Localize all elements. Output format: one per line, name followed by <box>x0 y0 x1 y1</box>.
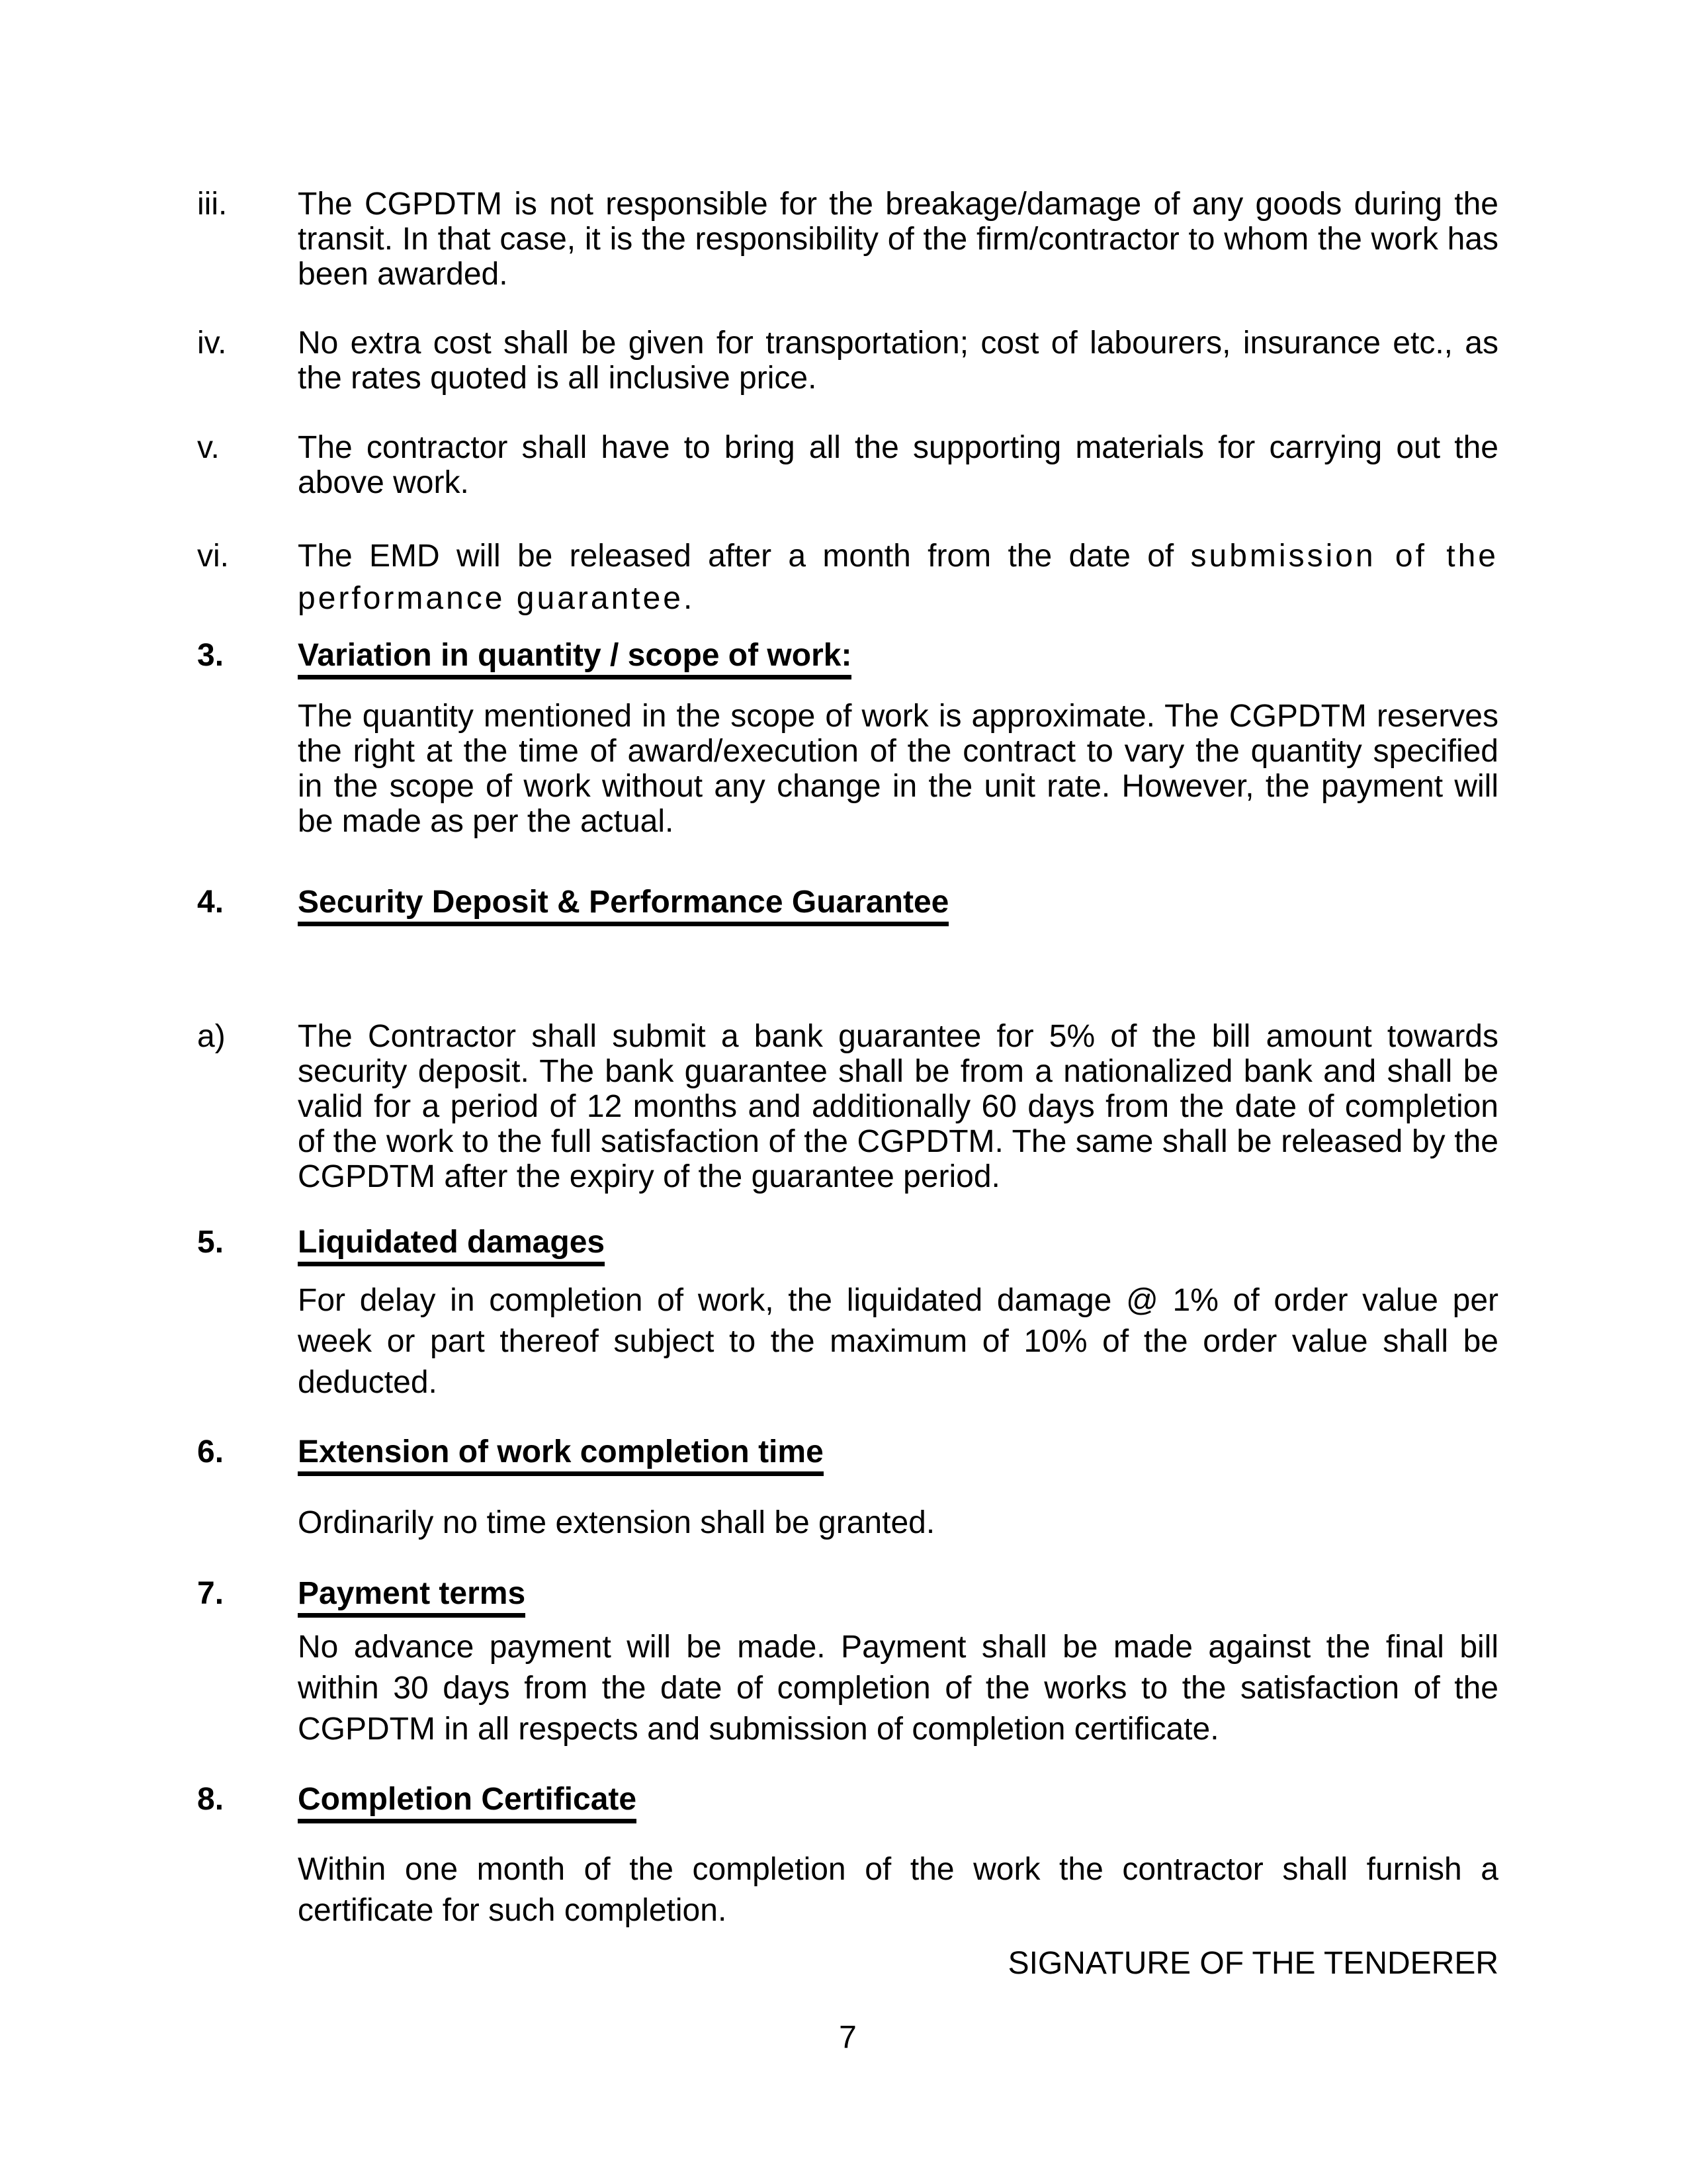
section-heading-wrap <box>298 1434 1498 1470</box>
signature-line: SIGNATURE OF THE TENDERER <box>1008 1946 1498 1981</box>
section-4-subitem-a-row <box>197 1019 1498 1194</box>
section-5-paragraph-row <box>197 1280 1498 1403</box>
section-5-heading-row <box>197 1224 1498 1260</box>
section-number: 3. <box>197 638 224 673</box>
item-text: No extra cost shall be given for transportation; cost of labourers, insurance etc., as the rates quoted is all inclusive price. <box>298 326 1498 396</box>
section-paragraph: For delay in completion of work, the liquidated damage @ 1% of order value per week or part thereof subject to the maximum of 10% of the order value shall be deducted. <box>298 1283 1498 1400</box>
item-text <box>298 535 1498 620</box>
item-marker: v. <box>197 430 220 465</box>
subitem-marker: a) <box>197 1019 226 1054</box>
section-3-heading-row <box>197 637 1498 674</box>
section-heading: Variation in quantity / scope of work: <box>298 638 851 679</box>
item-text: The contractor shall have to bring all the supporting materials for carrying out the above work. <box>298 430 1498 500</box>
list-item-v <box>197 430 1498 500</box>
section-number: 8. <box>197 1782 224 1817</box>
section-heading: Liquidated damages <box>298 1225 605 1266</box>
section-heading: Security Deposit & Performance Guarantee <box>298 885 949 926</box>
section-7-paragraph-row <box>197 1627 1498 1750</box>
section-heading: Completion Certificate <box>298 1782 636 1823</box>
section-paragraph: The Contractor shall submit a bank guarantee for 5% of the bill amount towards security deposit. The bank guarantee shall be from a nationalized bank and shall be valid for a period of 12 months and additionally 60 days from the date of completion of the work to the full satisfaction of the CGPDTM. The same shall be released by the CGPDTM after the expiry of the guarantee period. <box>298 1019 1498 1194</box>
section-6-heading-row <box>197 1434 1498 1470</box>
section-heading-wrap <box>298 1224 1498 1260</box>
section-heading-wrap <box>298 884 1498 920</box>
item-marker: iii. <box>197 187 228 222</box>
section-paragraph: Within one month of the completion of the work the contractor shall furnish a certificate for such completion. <box>298 1852 1498 1928</box>
section-3-paragraph-row <box>197 699 1498 839</box>
list-item-iv <box>197 326 1498 396</box>
section-number: 4. <box>197 885 224 920</box>
section-8-paragraph-row <box>197 1849 1498 1931</box>
list-item-iii <box>197 187 1498 292</box>
section-heading-wrap <box>298 1781 1498 1817</box>
section-paragraph: No advance payment will be made. Payment shall be made against the final bill within 30 days from the date of completion of the works to the satisfaction of the CGPDTM in all respects and submission of completion certificate. <box>298 1630 1498 1747</box>
item-text-normal: The EMD will be released after a month from the date of <box>298 539 1191 574</box>
section-number: 6. <box>197 1434 224 1469</box>
section-heading: Payment terms <box>298 1576 525 1618</box>
section-number: 5. <box>197 1225 224 1260</box>
section-heading: Extension of work completion time <box>298 1434 824 1476</box>
item-marker: iv. <box>197 326 227 361</box>
item-text: The CGPDTM is not responsible for the breakage/damage of any goods during the transit. In that case, it is the responsibility of the firm/contractor to whom the work has been awarded. <box>298 187 1498 292</box>
item-marker: vi. <box>197 539 229 574</box>
section-paragraph: Ordinarily no time extension shall be granted. <box>298 1505 935 1540</box>
section-heading-wrap <box>298 1575 1498 1612</box>
section-paragraph: The quantity mentioned in the scope of work is approximate. The CGPDTM reserves the right at the time of award/execution of the contract to vary the quantity specified in the scope of work without any change in the unit rate. However, the payment will be made as per the actual. <box>298 699 1498 839</box>
item-text-letterspaced: submission of the performance guarantee. <box>298 539 1498 616</box>
section-number: 7. <box>197 1576 224 1611</box>
section-heading-wrap <box>298 637 1498 674</box>
section-4-heading-row <box>197 884 1498 920</box>
list-item-vi <box>197 535 1498 620</box>
document-content <box>197 187 1498 2055</box>
section-6-paragraph-row <box>197 1503 1498 1544</box>
page-number: 7 <box>839 2020 857 2055</box>
section-8-heading-row <box>197 1781 1498 1817</box>
section-7-heading-row <box>197 1575 1498 1612</box>
